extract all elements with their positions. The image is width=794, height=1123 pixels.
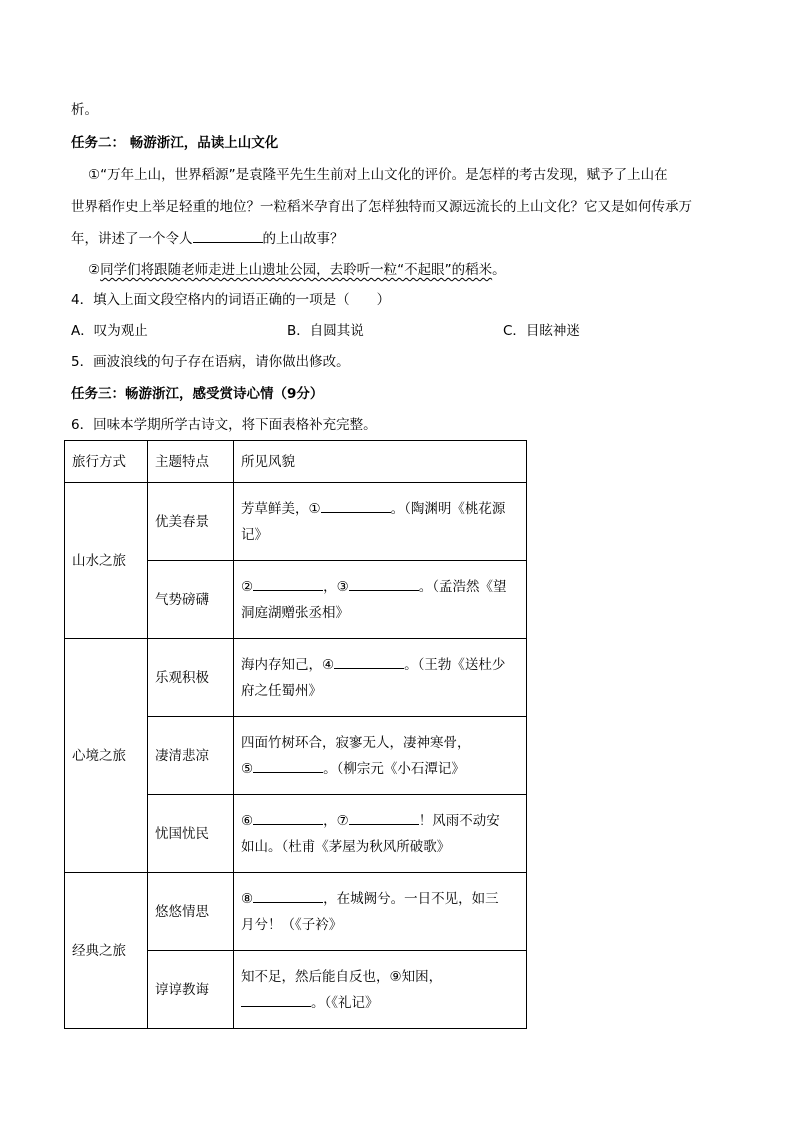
task2-paragraph-line-1: ①“万年上山，世界稻源”是袁隆平先生生前对上山文化的评价。是怎样的考古发现，赋予了上山在 [88, 167, 668, 183]
fill-blank[interactable] [253, 758, 323, 773]
question-6-stem: 6．回味本学期所学古诗文，将下面表格补充完整。 [71, 417, 377, 433]
text: ，⑦ [323, 812, 349, 829]
fill-blank[interactable] [241, 992, 311, 1007]
text-fragment: 析。 [71, 102, 98, 118]
header-scenery: 所见风貌 [234, 441, 527, 483]
question-4-stem: 4．填入上面文段空格内的词语正确的一项是（ ） [71, 292, 391, 308]
table-row [65, 639, 527, 717]
fill-blank[interactable] [253, 810, 323, 825]
text: 月兮！（《子衿》 [241, 916, 343, 933]
text: 的上山故事？ [262, 231, 344, 247]
text: ，③ [323, 578, 349, 595]
travel-mode-cell: 经典之旅 [65, 873, 148, 1029]
text: ⑧ [241, 890, 254, 907]
theme-cell: 优美春景 [148, 483, 234, 561]
option-c[interactable]: C．目眩神迷 [503, 323, 580, 339]
fill-blank[interactable] [321, 498, 391, 513]
fill-blank[interactable] [253, 576, 323, 591]
text: 记》 [241, 526, 268, 543]
text: ⑥ [241, 812, 254, 829]
text: 。（《礼记》 [311, 994, 379, 1011]
theme-cell: 谆谆教诲 [148, 951, 234, 1029]
theme-cell: 乐观积极 [148, 639, 234, 717]
theme-cell: 悠悠情思 [148, 873, 234, 951]
question-5-stem: 5．画波浪线的句子存在语病，请你做出修改。 [71, 354, 350, 370]
text: 。（柳宗元《小石潭记》 [323, 760, 465, 777]
text: 芳草鲜美，① [241, 500, 321, 517]
text: 年，讲述了一个令人 [71, 231, 193, 247]
text: ！风雨不动安 [418, 812, 500, 829]
header-travel-mode: 旅行方式 [65, 441, 148, 483]
table-row [65, 873, 527, 951]
text: 。 [492, 262, 506, 278]
scenery-cell [234, 717, 527, 795]
wavy-underlined-sentence: 同学们将跟随老师走进上山遗址公园，去聆听一粒“不起眼”的稻米 [100, 262, 493, 278]
table-header-row [65, 441, 527, 483]
theme-cell: 忧国忧民 [148, 795, 234, 873]
text: ⑤ [241, 760, 254, 777]
table-row [65, 483, 527, 561]
poetry-table [64, 440, 527, 1029]
scenery-cell [234, 873, 527, 951]
text: 海内存知己，④ [241, 656, 335, 673]
fill-blank[interactable] [349, 810, 419, 825]
text: ，在城阙兮。一日不见，如三 [323, 890, 499, 907]
scenery-cell [234, 561, 527, 639]
scenery-cell [234, 951, 527, 1029]
task3-heading: 任务三：畅游浙江，感受赏诗心情（9分） [71, 386, 324, 402]
theme-cell: 凄清悲凉 [148, 717, 234, 795]
text: 。（陶渊明《桃花源 [390, 500, 506, 517]
scenery-cell [234, 483, 527, 561]
fill-blank[interactable] [253, 888, 323, 903]
text: 四面竹树环合，寂寥无人，凄神寒骨， [241, 734, 471, 751]
theme-cell: 气势磅礴 [148, 561, 234, 639]
option-a[interactable]: A．叹为观止 [71, 323, 148, 339]
header-theme: 主题特点 [148, 441, 234, 483]
scenery-cell [234, 795, 527, 873]
task2-paragraph-2 [88, 260, 506, 280]
fill-blank[interactable] [193, 228, 263, 243]
text: ② [241, 578, 254, 595]
scenery-cell [234, 639, 527, 717]
text: 。（王勃《送杜少 [404, 656, 506, 673]
text: 府之任蜀州》 [241, 682, 322, 699]
fill-blank[interactable] [334, 654, 404, 669]
text: 如山。（杜甫《茅屋为秋风所破歌》 [241, 838, 451, 855]
task2-heading: 任务二： 畅游浙江，品读上山文化 [71, 135, 279, 151]
text: 洞庭湖赠张丞相》 [241, 604, 349, 621]
travel-mode-cell: 心境之旅 [65, 639, 148, 873]
fill-blank[interactable] [349, 576, 419, 591]
travel-mode-cell: 山水之旅 [65, 483, 148, 639]
task2-paragraph-line-3 [71, 228, 344, 249]
circled-number: ② [88, 262, 101, 278]
option-b[interactable]: B．自圆其说 [287, 323, 364, 339]
task2-paragraph-line-2: 世界稻作史上举足轻重的地位？一粒稻米孕育出了怎样独特而又源远流长的上山文化？它又是如何传承万 [71, 199, 692, 215]
text: 。（孟浩然《望 [418, 578, 507, 595]
text: 知不足，然后能自反也，⑨知困， [241, 968, 443, 985]
